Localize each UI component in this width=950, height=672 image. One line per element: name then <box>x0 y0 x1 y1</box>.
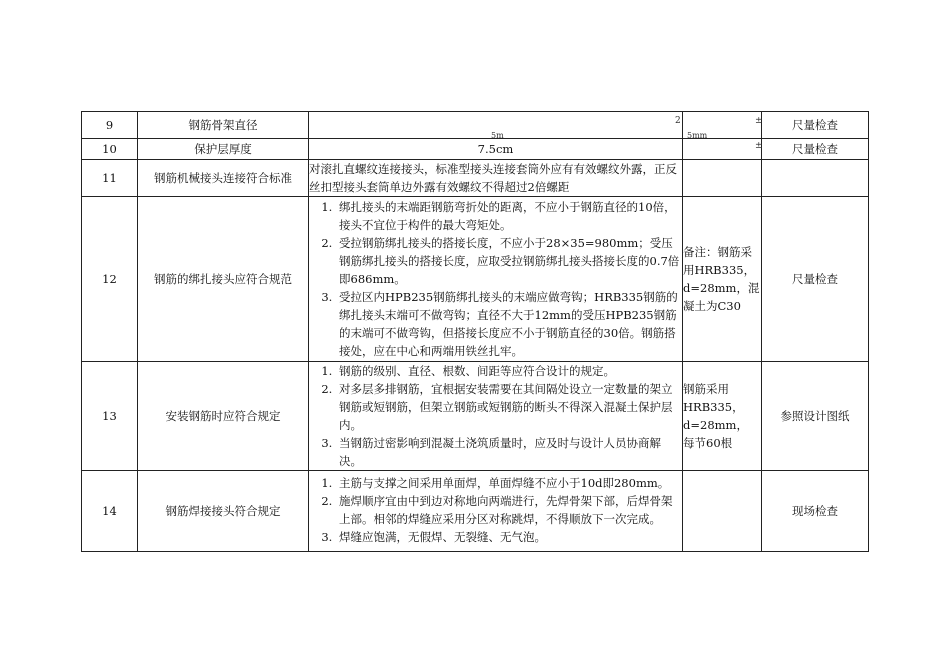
list-item: 1. 钢筋的级别、直径、根数、间距等应符合设计的规定。 <box>336 362 682 380</box>
requirement-list <box>309 362 682 470</box>
list-item: 2. 受拉钢筋绑扎接头的搭接长度，不应小于28×35=980mm；受压钢筋绑扎接头的搭接长度，应取受拉钢筋绑扎接头搭接长度的0.7倍即686mm。 <box>336 234 682 288</box>
standard-cell: 7.5cm <box>309 139 683 160</box>
row-number: 14 <box>82 471 138 552</box>
check-item: 钢筋的绑扎接头应符合规范 <box>138 197 309 362</box>
standard-cell: 对滚扎直螺纹连接接头，标准型接头连接套筒外应有有效螺纹外露，正反丝扣型接头套筒单边外露有效螺纹不得超过2倍螺距 <box>309 160 683 197</box>
inspection-method: 现场检查 <box>762 471 869 552</box>
standard-cell <box>309 112 683 139</box>
inspection-method <box>762 160 869 197</box>
table-row <box>82 160 869 197</box>
check-item: 保护层厚度 <box>138 139 309 160</box>
list-item: 3. 当钢筋过密影响到混凝土浇筑质量时，应及时与设计人员协商解决。 <box>336 434 682 470</box>
row-number: 11 <box>82 160 138 197</box>
inspection-method: 参照设计图纸 <box>762 362 869 471</box>
inspection-method: 尺量检查 <box>762 197 869 362</box>
table-row <box>82 197 869 362</box>
list-item: 2. 施焊顺序宜由中到边对称地向两端进行，先焊骨架下部，后焊骨架上部。相邻的焊缝应采用分区对称跳焊，不得顺放下一次完成。 <box>336 492 682 528</box>
table-row <box>82 362 869 471</box>
list-item: 2. 对多层多排钢筋，宜根据安装需要在其间隔处设立一定数量的架立钢筋或短钢筋，但架立钢筋或短钢筋的断头不得深入混凝土保护层内。 <box>336 380 682 434</box>
row-number: 12 <box>82 197 138 362</box>
list-item: 1. 绑扎接头的末端距钢筋弯折处的距离，不应小于钢筋直径的10倍，接头不宜位于构件的最大弯矩处。 <box>336 198 682 234</box>
inspection-table <box>81 111 869 552</box>
standard-cell <box>309 197 683 362</box>
note-cell: 钢筋采用HRB335，d=28mm， 每节60根 <box>683 362 762 471</box>
note-cell <box>683 160 762 197</box>
check-item: 钢筋焊接接头符合规定 <box>138 471 309 552</box>
note-cell <box>683 139 762 160</box>
requirement-list <box>309 472 682 546</box>
check-item: 安装钢筋时应符合规定 <box>138 362 309 471</box>
note-fragment: ± <box>755 116 763 126</box>
standard-cell <box>309 471 683 552</box>
table-row <box>82 139 869 160</box>
inspection-method: 尺量检查 <box>762 112 869 139</box>
note-cell <box>683 112 762 139</box>
check-item: 钢筋骨架直径 <box>138 112 309 139</box>
standard-cell <box>309 362 683 471</box>
row-number: 9 <box>82 112 138 139</box>
list-item: 1. 主筋与支撑之间采用单面焊，单面焊缝不应小于10d即280mm。 <box>336 474 682 492</box>
list-item: 3. 受拉区内HPB235钢筋绑扎接头的末端应做弯钩；HRB335钢筋的绑扎接头末端可不做弯钩；直径不大于12mm的受压HPB235钢筋的末端可不做弯钩，但搭接长度应不小于钢筋直径的30倍。钢筋搭接处，应在中心和两端用铁丝扎牢。 <box>336 288 682 360</box>
requirement-list <box>309 198 682 360</box>
table-row <box>82 112 869 139</box>
check-item: 钢筋机械接头连接符合标准 <box>138 160 309 197</box>
note-cell: 备注：钢筋采用HRB335，d=28mm，混凝土为C30 <box>683 197 762 362</box>
note-cell <box>683 471 762 552</box>
standard-fragment: 2 <box>675 116 681 126</box>
standard-fragment: 5m <box>491 131 504 140</box>
row-number: 10 <box>82 139 138 160</box>
note-fragment: 5mm <box>687 131 708 140</box>
table-row <box>82 471 869 552</box>
inspection-method: 尺量检查 <box>762 139 869 160</box>
row-number: 13 <box>82 362 138 471</box>
note-fragment: ± <box>755 141 763 151</box>
list-item: 3. 焊缝应饱满，无假焊、无裂缝、无气泡。 <box>336 528 682 546</box>
